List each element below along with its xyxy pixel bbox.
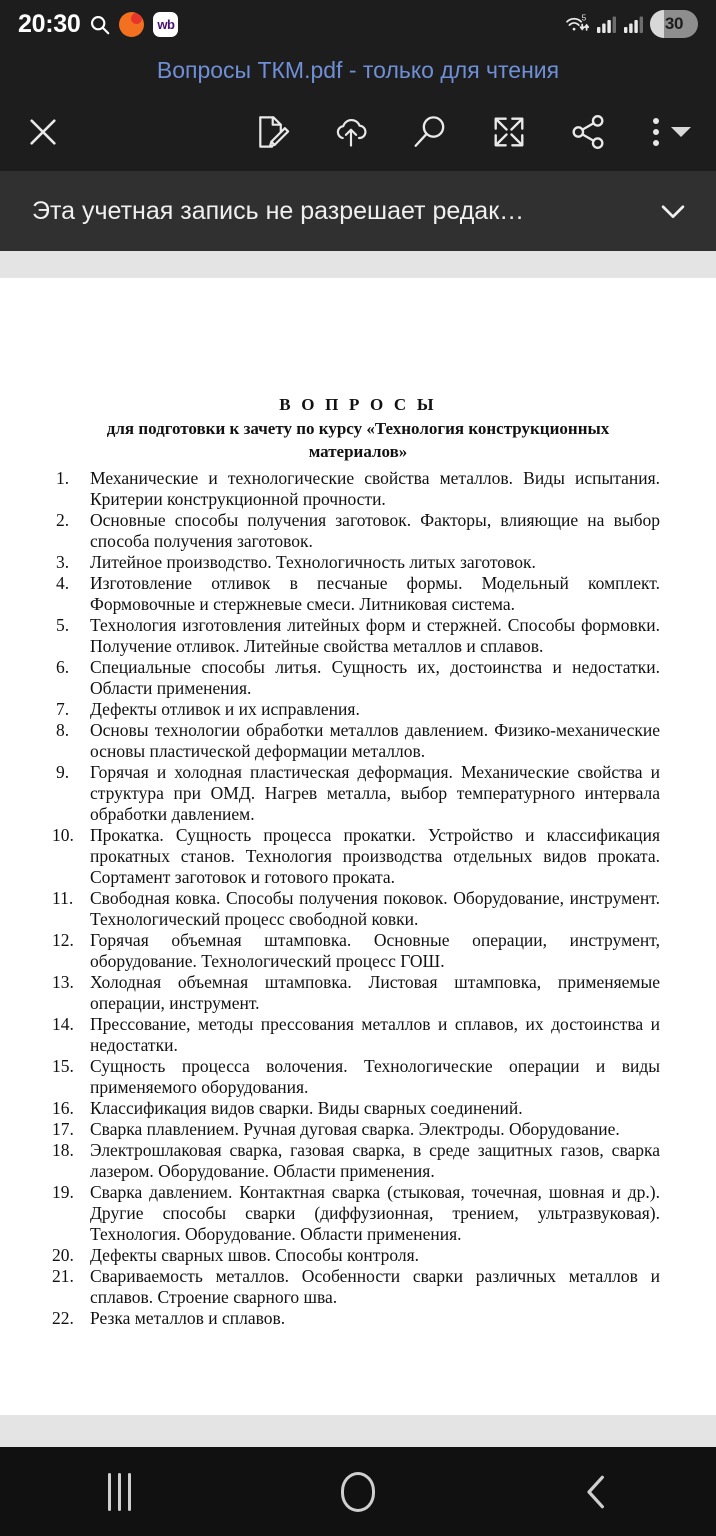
list-item [56,762,660,825]
list-item [52,1056,660,1098]
list-item-text: Прессование, методы прессования металлов и сплавов, их достоинства и недостатки. [90,1014,660,1056]
list-item-text: Литейное производство. Технологичность литых заготовок. [90,552,536,573]
list-item-text: Механические и технологические свойства металлов. Виды испытания. Критерии конструкционной прочности. [90,468,660,510]
back-button[interactable] [537,1462,657,1522]
list-item-number: 16. [52,1098,74,1119]
list-item-number: 5. [56,615,70,636]
list-item [52,1119,660,1140]
list-item [52,1245,660,1266]
odnoklassniki-notification-icon[interactable] [119,12,144,37]
signal-bars-icon [596,14,618,34]
search-icon[interactable] [89,14,110,35]
list-item [56,573,660,615]
list-item-text: Сварка плавлением. Ручная дуговая сварка. Электроды. Оборудование. [90,1119,620,1140]
list-item [56,657,660,699]
close-button[interactable] [13,102,73,162]
list-item-number: 18. [52,1140,74,1161]
viewer-toolbar [0,92,716,171]
list-item-text: Холодная объемная штамповка. Листовая штамповка, применяемые операции, инструмент. [90,972,660,1014]
toolbar-actions [242,102,716,162]
list-item-text: Горячая и холодная пластическая деформация. Механические свойства и структура при ОМД. Нагрев металла, выбор температурного интервала обработки давлением. [90,762,660,825]
list-item [56,699,660,720]
list-item-number: 12. [52,930,74,951]
wifi-icon [565,13,591,35]
list-item-text: Специальные способы литья. Сущность их, достоинства и недостатки. Области применения. [90,657,660,699]
list-item-number: 15. [52,1056,74,1077]
list-item [52,1140,660,1182]
status-bar [0,0,716,48]
list-item-text: Основные способы получения заготовок. Факторы, влияющие на выбор способа получения заготовок. [90,510,660,552]
document-title-text: Вопросы ТКМ.pdf - только для чтения [156,56,560,83]
battery-fill [650,10,664,38]
more-options-button[interactable] [637,102,697,162]
list-item [56,510,660,552]
edit-document-button[interactable] [242,102,302,162]
list-item-number: 7. [56,699,70,720]
chevron-down-icon [671,127,691,137]
list-item-text: Электрошлаковая сварка, газовая сварка, в среде защитных газов, сварка лазером. Оборудование. Области применения. [90,1140,660,1182]
list-item [52,1098,660,1119]
list-item-number: 3. [56,552,70,573]
svg-text:5: 5 [581,13,587,23]
list-item-number: 2. [56,510,70,531]
list-item [56,615,660,657]
list-item-text: Классификация видов сварки. Виды сварных соединений. [90,1098,523,1119]
vertical-dots-icon [643,118,669,146]
list-item-number: 11. [52,888,74,909]
document-title-bar [0,48,716,92]
pdf-page [0,278,716,1415]
list-item-number: 8. [56,720,70,741]
list-item-number: 10. [52,825,74,846]
list-item [52,1266,660,1308]
list-item-number: 1. [56,468,70,489]
search-in-document-button[interactable] [400,102,460,162]
heading-line-3: материалов» [308,442,408,462]
wildberries-notification-icon[interactable]: wb [153,12,178,37]
heading-line-2: для подготовки к зачету по курсу «Технология конструкционных [106,418,610,438]
share-button[interactable] [558,102,618,162]
list-item-text: Прокатка. Сущность процесса прокатки. Устройство и классификация прокатных станов. Технология производства отдельных видов проката. Сортамент заготовок и готового проката. [90,825,660,888]
list-item-text: Изготовление отливок в песчаные формы. Модельный комплект. Формовочные и стержневые смеси. Литниковая система. [90,573,660,615]
question-list [52,468,660,1329]
list-item-text: Сварка давлением. Контактная сварка (стыковая, точечная, шовная и др.). Другие способы сварки (диффузионная, трением, ультразвуковая). Технология. Оборудование. Области применения. [90,1182,660,1245]
heading-line-1: В О П Р О С Ы [279,395,437,414]
list-item-text: Резка металлов и сплавов. [90,1308,286,1329]
list-item-text: Дефекты отливок и их исправления. [90,699,360,720]
list-item-number: 22. [52,1308,74,1329]
readonly-account-banner[interactable] [0,171,716,251]
list-item [52,972,660,1014]
list-item-number: 6. [56,657,70,678]
list-item-text: Основы технологии обработки металлов давлением. Физико-механические основы пластической деформации металлов. [90,720,660,762]
back-chevron-icon [580,1472,614,1512]
signal-bars-icon [623,14,645,34]
home-button[interactable] [298,1462,418,1522]
list-item-text: Горячая объемная штамповка. Основные операции, инструмент, оборудование. Технологический процесс ГОШ. [90,930,660,972]
list-item-text: Свободная ковка. Способы получения поковок. Оборудование, инструмент. Технологический процесс свободной ковки. [90,888,660,930]
list-item [52,888,660,930]
list-item [52,1182,660,1245]
list-item [56,552,660,573]
list-item [52,930,660,972]
list-item-number: 14. [52,1014,74,1035]
status-bar-left [18,9,178,38]
list-item-text: Сущность процесса волочения. Технологические операции и виды применяемого оборудования. [90,1056,660,1098]
list-item-text: Дефекты сварных швов. Способы контроля. [90,1245,420,1266]
list-item-number: 20. [52,1245,74,1266]
list-item [56,720,660,762]
list-item-text: Свариваемость металлов. Особенности сварки различных металлов и сплавов. Строение сварного шва. [90,1266,660,1308]
android-nav-bar [0,1447,716,1536]
recents-button[interactable] [59,1462,179,1522]
banner-message: Эта учетная запись не разрешает редак… [32,196,525,225]
list-item [56,468,660,510]
list-item-number: 17. [52,1119,74,1140]
battery-level-label: 30 [664,14,684,33]
list-item-number: 19. [52,1182,74,1203]
list-item-number: 13. [52,972,74,993]
list-item-number: 21. [52,1266,74,1287]
status-bar-right [565,10,698,38]
recents-icon [108,1473,131,1511]
list-item-text: Технология изготовления литейных форм и стержней. Способы формовки. Получение отливок. Литейные свойства металлов и сплавов. [90,615,660,657]
pdf-viewer[interactable] [0,251,716,1447]
status-clock: 20:30 [18,9,81,38]
list-item [52,1308,660,1329]
document-heading [56,394,660,463]
chevron-down-icon[interactable] [656,194,690,228]
list-item-number: 9. [56,762,70,783]
upload-to-cloud-button[interactable] [321,102,381,162]
fullscreen-button[interactable] [479,102,539,162]
battery-indicator [650,10,698,38]
list-item-number: 4. [56,573,70,594]
list-item [52,1014,660,1056]
list-item [52,825,660,888]
home-icon [341,1472,375,1512]
